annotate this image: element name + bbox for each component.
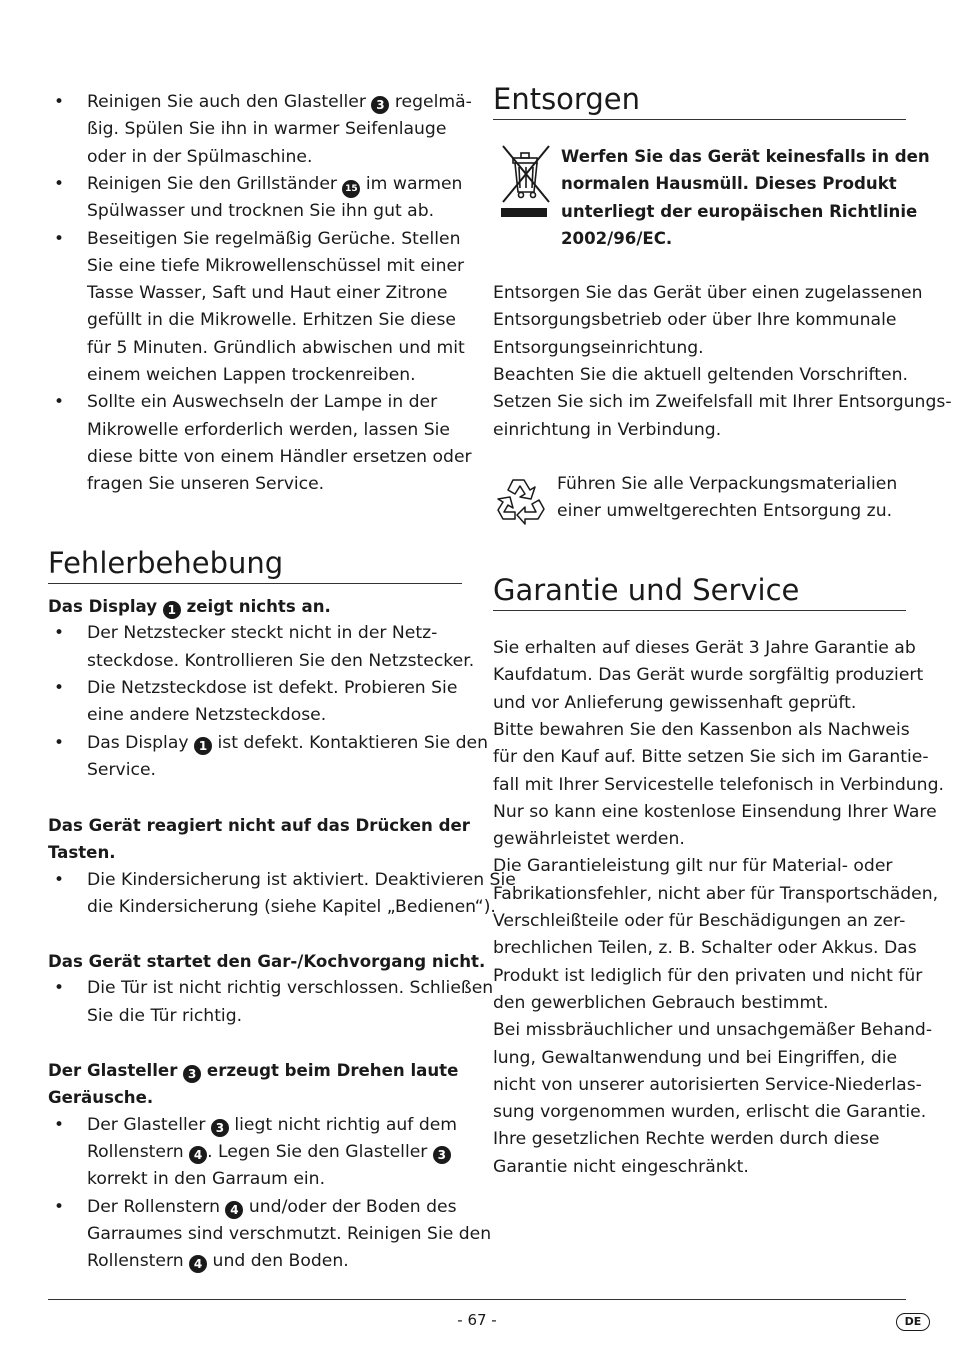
recycle-notice: Führen Sie alle Verpackungsmaterialien: [557, 474, 898, 494]
list-item-text: Die Tür ist nicht richtig verschlossen. Schließen: [87, 978, 494, 999]
problem-title: Das Display 1 zeigt nichts an.: [48, 597, 331, 617]
list-item-text: Die Netzsteckdose ist defekt. Probieren Sie: [87, 677, 458, 698]
list-item-text: Rollenstern 4 und den Boden.: [87, 1251, 349, 1272]
list-item-text: Spülwasser und trocknen Sie ihn gut ab.: [87, 201, 435, 222]
heading-rule: [48, 583, 462, 584]
list-item-text: korrekt in den Garraum ein.: [87, 1169, 326, 1190]
reference-number-icon: 1: [194, 737, 212, 755]
list-item-text: Rollenstern 4 . Legen Sie den Glasteller 3: [87, 1139, 451, 1166]
warranty-text: lung, Gewaltanwendung und bei Eingriffen, die: [493, 1047, 898, 1068]
heading-rule: [493, 119, 906, 120]
bullet-icon: •: [54, 869, 65, 890]
section-heading-garantie: Garantie und Service: [493, 573, 800, 607]
disposal-text: Setzen Sie sich im Zweifelsfall mit Ihrer Entsorgungs-: [493, 392, 952, 413]
disposal-text: Entsorgungsbetrieb oder über Ihre kommunale: [493, 310, 897, 331]
list-item-text: Beseitigen Sie regelmäßig Gerüche. Stellen: [87, 228, 461, 249]
list-item-text: einem weichen Lappen trockenreiben.: [87, 365, 416, 385]
bullet-icon: •: [54, 677, 65, 698]
reference-number-icon: 3: [433, 1146, 451, 1164]
list-item-text: steckdose. Kontrollieren Sie den Netzstecker.: [87, 650, 475, 671]
problem-title: Das Gerät startet den Gar-/Kochvorgang nicht.: [48, 952, 486, 971]
reference-number-icon: 15: [342, 180, 360, 198]
bullet-icon: •: [54, 978, 65, 999]
reference-number-icon: 3: [183, 1065, 201, 1083]
reference-number-icon: 3: [371, 96, 389, 114]
warranty-text: Sie erhalten auf dieses Gerät 3 Jahre Garantie ab: [493, 638, 916, 658]
reference-number-icon: 4: [189, 1255, 207, 1273]
list-item-text: Mikrowelle erforderlich werden, lassen Sie: [87, 419, 450, 440]
reference-number-icon: 4: [225, 1201, 243, 1219]
crossed-out-wheelie-bin-icon: [499, 144, 553, 220]
list-item-text: Reinigen Sie den Grillständer 15 im warmen: [87, 171, 462, 198]
list-item-text: fragen Sie unseren Service.: [87, 474, 325, 495]
section-heading-fehlerbehebung: Fehlerbehebung: [48, 546, 284, 580]
recycling-icon: [493, 472, 549, 528]
weee-notice: 2002/96/EC.: [561, 228, 673, 248]
list-item-text: die Kindersicherung (siehe Kapitel „Bedienen“).: [87, 896, 496, 917]
list-item-text: Das Display 1 ist defekt. Kontaktieren Sie den: [87, 732, 488, 753]
list-item-text: gefüllt in die Mikrowelle. Erhitzen Sie diese: [87, 310, 456, 331]
list-item-text: für 5 Minuten. Gründlich abwischen und mit: [87, 337, 465, 358]
list-item-text: diese bitte von einem Händler ersetzen oder: [87, 446, 472, 467]
weee-notice: normalen Hausmüll. Dieses Produkt: [561, 174, 897, 194]
list-item-text: Service.: [87, 759, 156, 780]
disposal-text: Entsorgen Sie das Gerät über einen zugelassenen: [493, 283, 923, 303]
bullet-icon: •: [54, 392, 65, 413]
recycle-notice: einer umweltgerechten Entsorgung zu.: [557, 501, 893, 522]
reference-number-icon: 1: [163, 601, 181, 619]
warranty-text: sung vorgenommen wurden, erlischt die Garantie.: [493, 1102, 927, 1123]
list-item-text: Die Kindersicherung ist aktiviert. Deaktivieren Sie: [87, 869, 516, 890]
bullet-icon: •: [54, 92, 65, 112]
list-item-text: ßig. Spülen Sie ihn in warmer Seifenlauge: [87, 119, 447, 140]
list-item-text: Der Glasteller 3 liegt nicht richtig auf dem: [87, 1114, 458, 1135]
warranty-text: Garantie nicht eingeschränkt.: [493, 1156, 749, 1177]
warranty-text: Kaufdatum. Das Gerät wurde sorgfältig produziert: [493, 665, 924, 686]
disposal-text: Beachten Sie die aktuell geltenden Vorschriften.: [493, 364, 908, 385]
bullet-icon: •: [54, 173, 65, 194]
disposal-text: einrichtung in Verbindung.: [493, 419, 722, 440]
list-item-text: Tasse Wasser, Saft und Haut einer Zitrone: [87, 283, 448, 304]
section-heading-entsorgen: Entsorgen: [493, 82, 640, 116]
problem-title: Das Gerät reagiert nicht auf das Drücken der: [48, 816, 470, 835]
warranty-text: Bei missbräuchlicher und unsachgemäßer Behand-: [493, 1020, 933, 1041]
problem-title: Tasten.: [48, 843, 116, 863]
weee-notice: Werfen Sie das Gerät keinesfalls in den: [561, 147, 930, 166]
warranty-text: fall mit Ihrer Servicestelle telefonisch in Verbindung.: [493, 774, 944, 795]
language-badge: DE: [896, 1313, 930, 1331]
weee-notice: unterliegt der europäischen Richtlinie: [561, 201, 918, 221]
list-item-text: Sie eine tiefe Mikrowellenschüssel mit einer: [87, 255, 465, 276]
problem-title: Geräusche.: [48, 1088, 154, 1108]
bullet-icon: •: [54, 1114, 65, 1135]
disposal-text: Entsorgungseinrichtung.: [493, 337, 704, 358]
list-item-text: Garraumes sind verschmutzt. Reinigen Sie den: [87, 1223, 492, 1244]
warranty-text: Fabrikationsfehler, nicht aber für Transportschäden,: [493, 883, 939, 904]
list-item-text: oder in der Spülmaschine.: [87, 146, 313, 167]
warranty-text: und vor Anlieferung gewissenhaft geprüft.: [493, 692, 857, 713]
warranty-text: Die Garantieleistung gilt nur für Material- oder: [493, 856, 893, 877]
bullet-icon: •: [54, 732, 65, 753]
page-number: - 67 -: [457, 1311, 497, 1329]
footer-rule: [48, 1299, 906, 1300]
list-item-text: Sie die Tür richtig.: [87, 1005, 243, 1026]
bullet-icon: •: [54, 623, 65, 644]
list-item-text: Der Rollenstern 4 und/oder der Boden des: [87, 1196, 457, 1217]
warranty-text: Produkt ist lediglich für den privaten und nicht für: [493, 965, 923, 986]
warranty-text: brechlichen Teilen, z. B. Schalter oder Akkus. Das: [493, 938, 917, 959]
list-item-text: eine andere Netzsteckdose.: [87, 705, 327, 726]
list-item-text: Sollte ein Auswechseln der Lampe in der: [87, 392, 438, 413]
warranty-text: für den Kauf auf. Bitte setzen Sie sich im Garantie-: [493, 747, 929, 768]
warranty-text: nicht von unserer autorisierten Service-Niederlas-: [493, 1074, 922, 1095]
reference-number-icon: 3: [211, 1119, 229, 1137]
warranty-text: den gewerblichen Gebrauch bestimmt.: [493, 992, 829, 1013]
warranty-text: Bitte bewahren Sie den Kassenbon als Nachweis: [493, 719, 910, 740]
reference-number-icon: 4: [189, 1146, 207, 1164]
warranty-text: gewährleistet werden.: [493, 829, 685, 850]
bullet-icon: •: [54, 228, 65, 249]
bullet-icon: •: [54, 1196, 65, 1217]
warranty-text: Ihre gesetzlichen Rechte werden durch diese: [493, 1129, 880, 1150]
warranty-text: Verschleißteile oder für Beschädigungen an zer-: [493, 911, 906, 931]
list-item-text: Reinigen Sie auch den Glasteller 3 regelmä-: [87, 92, 472, 112]
warranty-text: Nur so kann eine kostenlose Einsendung Ihrer Ware: [493, 801, 937, 822]
list-item-text: Der Netzstecker steckt nicht in der Netz-: [87, 623, 438, 644]
heading-rule: [493, 610, 906, 611]
problem-title: Der Glasteller 3 erzeugt beim Drehen laute: [48, 1061, 459, 1081]
